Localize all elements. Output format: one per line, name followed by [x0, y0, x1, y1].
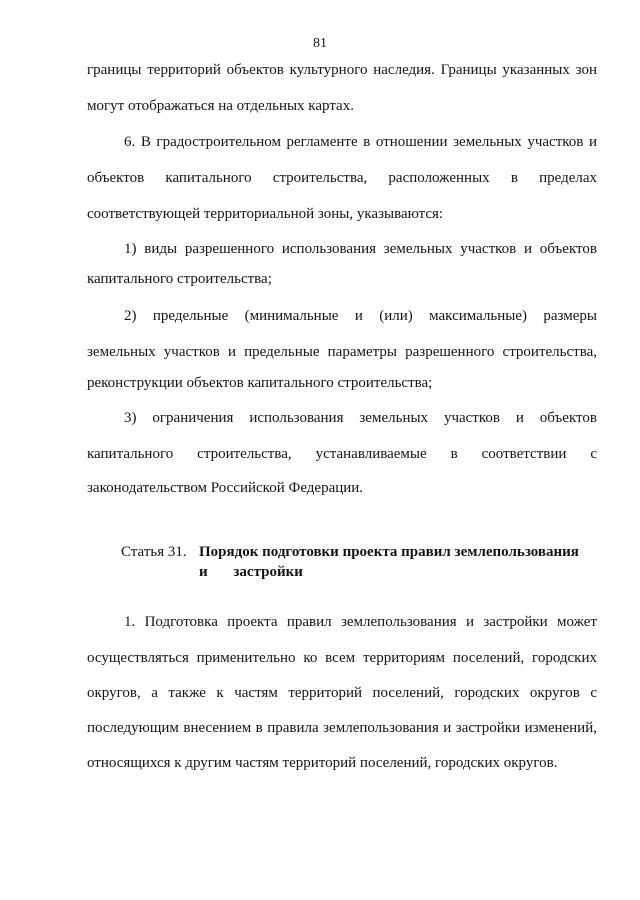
paragraph-line: последующим внесением в правила землепользования и застройки изменений,	[87, 720, 597, 736]
paragraph-line: относящихся к другим частям территорий поселений, городских округов.	[87, 755, 558, 771]
paragraph-line: могут отображаться на отдельных картах.	[87, 98, 354, 114]
list-item-line: законодательством Российской Федерации.	[87, 480, 364, 496]
list-item-line: земельных участков и предельные параметры разрешенного строительства,	[87, 344, 597, 360]
paragraph-line: соответствующей территориальной зоны, указываются:	[87, 206, 444, 222]
list-item-line: 2) предельные (минимальные и (или) максимальные) размеры	[124, 308, 597, 324]
article-label: Статья 31.	[121, 544, 187, 560]
list-item-line: реконструкции объектов капитального строительства;	[87, 375, 433, 391]
paragraph-line: 6. В градостроительном регламенте в отношении земельных участков и	[124, 134, 597, 150]
article-title-continuation: и застройки	[199, 564, 303, 580]
list-item-line: капитального строительства;	[87, 271, 272, 287]
paragraph-line: объектов капитального строительства, расположенных в пределах	[87, 170, 597, 186]
list-item-line: капитального строительства, устанавливаемые в соответствии с	[87, 446, 597, 462]
paragraph-line: округов, а также к частям территорий поселений, городских округов с	[87, 685, 597, 701]
list-item-line: 3) ограничения использования земельных участков и объектов	[124, 410, 597, 426]
paragraph-line: границы территорий объектов культурного наследия. Границы указанных зон	[87, 62, 597, 78]
paragraph-line: 1. Подготовка проекта правил землепользования и застройки может	[124, 614, 597, 630]
list-item-line: 1) виды разрешенного использования земельных участков и объектов	[124, 241, 597, 257]
paragraph-line: осуществляться применительно ко всем территориям поселений, городских	[87, 650, 597, 666]
article-title: Порядок подготовки проекта правил землепользования	[199, 544, 579, 560]
article-heading	[121, 543, 601, 561]
page-number: 81	[313, 36, 327, 51]
